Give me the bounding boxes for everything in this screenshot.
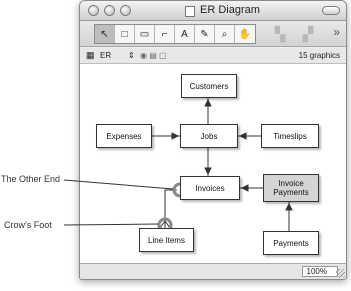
- rectangle-tool-icon: □: [121, 28, 128, 40]
- toolbar-overflow-icon[interactable]: »: [333, 25, 340, 39]
- zoom-popup[interactable]: 100%: [302, 266, 338, 277]
- entity-timeslips[interactable]: Timeslips: [261, 124, 319, 148]
- pointer-tool-icon: ↖: [100, 28, 109, 40]
- entity-invoice-payments[interactable]: Invoice Payments: [263, 174, 319, 202]
- entity-expenses[interactable]: Expenses: [96, 124, 152, 148]
- layer-visibility-icons[interactable]: ◉ ▤ ▢: [140, 51, 167, 60]
- entity-jobs[interactable]: Jobs: [180, 124, 238, 148]
- leader-crows-foot: [64, 224, 158, 225]
- callout-crows-foot: Crow's Foot: [4, 220, 52, 230]
- send-back-icon[interactable]: ▞: [302, 25, 314, 42]
- shape-tool-icon: ▭: [139, 28, 150, 40]
- entity-invoices[interactable]: Invoices: [180, 176, 240, 200]
- layer-selector[interactable]: ER: [100, 51, 112, 60]
- layer-icon: ▦: [86, 50, 95, 60]
- entity-payments[interactable]: Payments: [263, 231, 319, 255]
- zoom-tool-icon: ⌕: [221, 28, 228, 40]
- bring-front-icon[interactable]: ▚: [274, 25, 286, 42]
- window-title: ER Diagram: [200, 4, 260, 16]
- entity-customers[interactable]: Customers: [181, 74, 237, 98]
- layer-stepper-icon[interactable]: ⇕: [128, 51, 135, 60]
- callout-other-end: The Other End: [1, 174, 61, 184]
- line-tool-icon: ⌐: [161, 28, 168, 40]
- graphics-count: 15 graphics: [298, 51, 340, 60]
- style-tool-icon: ✎: [200, 28, 209, 40]
- leader-other-end: [64, 180, 173, 189]
- entity-line-items[interactable]: Line Items: [139, 228, 194, 252]
- hand-tool-icon: ✋: [238, 28, 252, 40]
- text-tool-icon: A: [181, 28, 188, 40]
